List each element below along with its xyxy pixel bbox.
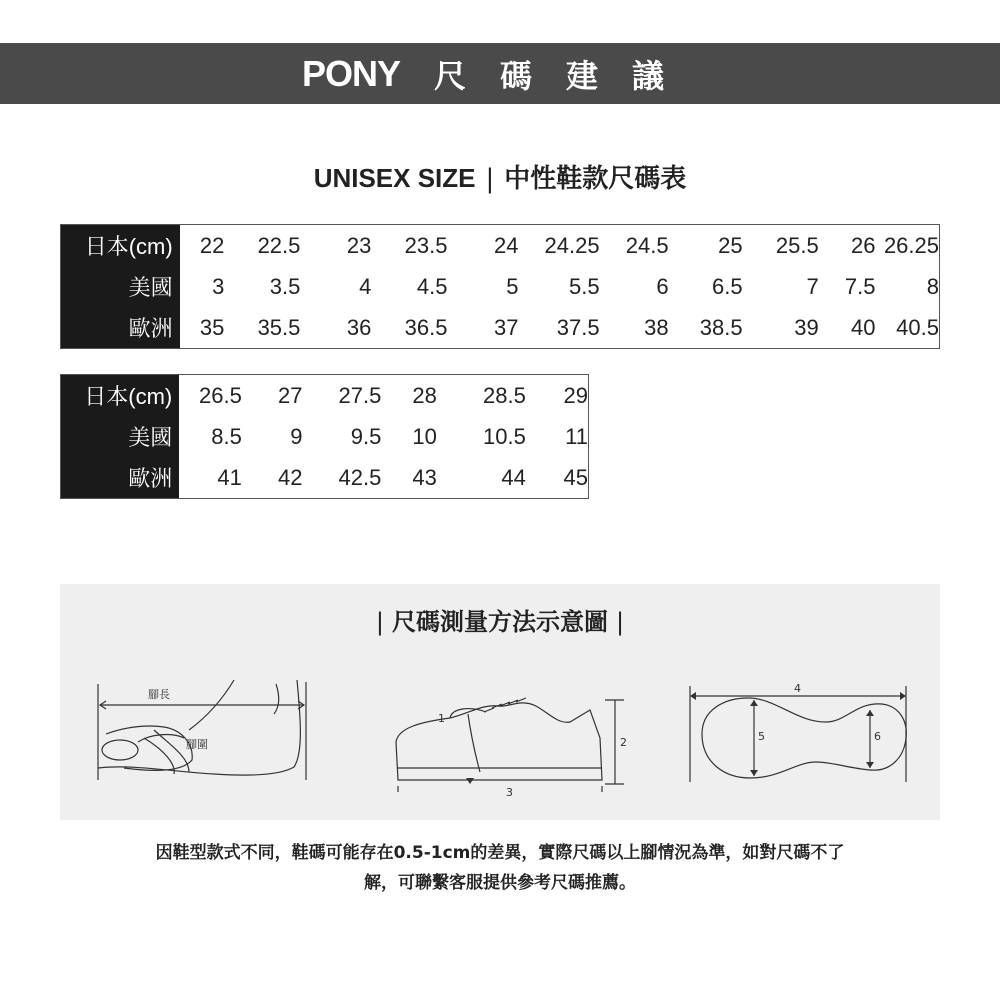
subtitle-separator: | <box>485 164 495 194</box>
table-cell: 8.5 <box>211 423 242 449</box>
shoe-label-1: 1 <box>438 712 445 725</box>
foot-measure-figure <box>94 672 314 784</box>
sole-label-5: 5 <box>758 730 765 743</box>
table-cell: 29 <box>563 382 588 408</box>
table-cell: 5 <box>506 273 519 299</box>
sole-label-6: 6 <box>874 730 881 743</box>
table-cell: 26.5 <box>199 382 242 408</box>
row-header: 美國 <box>61 266 180 307</box>
table-row <box>61 225 940 267</box>
table-cell: 22 <box>199 232 225 258</box>
shoe-label-3: 3 <box>506 786 513 799</box>
table-cell: 26.25 <box>883 232 939 258</box>
table-cell: 23 <box>346 232 372 258</box>
foot-girth-label: 腳圍 <box>186 738 208 751</box>
table-row <box>61 307 940 349</box>
table-cell: 3 <box>212 273 225 299</box>
table-cell: 36 <box>346 314 372 340</box>
table-cell: 9 <box>290 423 303 449</box>
row-header: 歐洲 <box>61 307 180 349</box>
table-cell: 4 <box>359 273 372 299</box>
size-table-2 <box>60 374 589 499</box>
measurement-title-text: 尺碼測量方法示意圖 <box>392 608 608 636</box>
title-bar-right: | <box>616 608 625 636</box>
table-cell: 42 <box>278 464 303 490</box>
table-cell: 39 <box>794 314 819 340</box>
table-cell: 41 <box>217 464 242 490</box>
note-line-2: 解，可聯繫客服提供參考尺碼推薦。 <box>364 873 636 893</box>
table-cell: 37 <box>493 314 519 340</box>
table-cell: 44 <box>501 464 526 490</box>
foot-length-label: 腳長 <box>148 688 170 701</box>
table-row <box>61 457 589 499</box>
table-cell: 11 <box>565 423 588 449</box>
row-header: 美國 <box>61 416 180 457</box>
row-header: 日本(cm) <box>61 375 180 417</box>
table-cell: 7.5 <box>844 273 876 299</box>
table-cell: 40.5 <box>896 314 939 340</box>
table-cell: 22.5 <box>257 232 301 258</box>
table-cell: 4.5 <box>416 273 448 299</box>
size-note <box>50 838 950 898</box>
table-cell: 5.5 <box>569 273 600 299</box>
table-cell: 27.5 <box>338 382 382 408</box>
table-cell: 37.5 <box>556 314 600 340</box>
table-cell: 3.5 <box>269 273 301 299</box>
note-line-1: 因鞋型款式不同，鞋碼可能存在0.5-1cm的差異，實際尺碼以上腳情況為準，如對尺碼不了 <box>155 843 845 863</box>
table-cell: 38.5 <box>699 314 743 340</box>
table-cell: 6.5 <box>712 273 743 299</box>
table-cell: 27 <box>278 382 303 408</box>
table-cell: 8 <box>926 273 939 299</box>
table-cell: 28 <box>412 382 437 408</box>
table-cell: 10.5 <box>482 423 526 449</box>
table-cell: 24.5 <box>625 232 669 258</box>
table-cell: 35.5 <box>257 314 301 340</box>
table-row <box>61 266 940 307</box>
table-cell: 9.5 <box>350 423 382 449</box>
table-cell: 26 <box>851 232 876 258</box>
measurement-title <box>60 602 940 637</box>
table-cell: 25 <box>718 232 743 258</box>
table-cell: 24 <box>493 232 519 258</box>
table-row <box>61 375 589 417</box>
table-cell: 28.5 <box>482 382 526 408</box>
table-row <box>61 416 589 457</box>
row-header: 日本(cm) <box>61 225 180 267</box>
shoe-measure-figure <box>390 688 650 800</box>
table-cell: 40 <box>851 314 876 340</box>
table-cell: 7 <box>806 273 819 299</box>
table-cell: 42.5 <box>338 464 382 490</box>
subtitle-zh: 中性鞋款尺碼表 <box>504 164 687 194</box>
table-cell: 36.5 <box>404 314 448 340</box>
measurement-panel <box>60 584 940 820</box>
subtitle-en: UNISEX SIZE <box>313 163 476 193</box>
brand-logo: PONY <box>301 52 400 94</box>
table-cell: 24.25 <box>544 232 600 258</box>
table-cell: 25.5 <box>775 232 819 258</box>
size-table-1 <box>60 224 940 349</box>
size-chart-subtitle <box>0 158 1000 195</box>
table-cell: 43 <box>412 464 437 490</box>
title-bar-left: | <box>375 608 384 636</box>
table-cell: 35 <box>199 314 225 340</box>
table-cell: 38 <box>644 314 669 340</box>
table-cell: 23.5 <box>404 232 448 258</box>
header-bar <box>0 43 1000 104</box>
page-title: 尺碼建議 <box>434 56 699 95</box>
table-cell: 45 <box>563 464 588 490</box>
table-cell: 6 <box>656 273 669 299</box>
sole-label-4: 4 <box>794 682 801 695</box>
shoe-label-2: 2 <box>620 736 627 749</box>
row-header: 歐洲 <box>61 457 180 499</box>
sole-measure-figure <box>686 678 916 790</box>
table-cell: 10 <box>412 423 437 449</box>
